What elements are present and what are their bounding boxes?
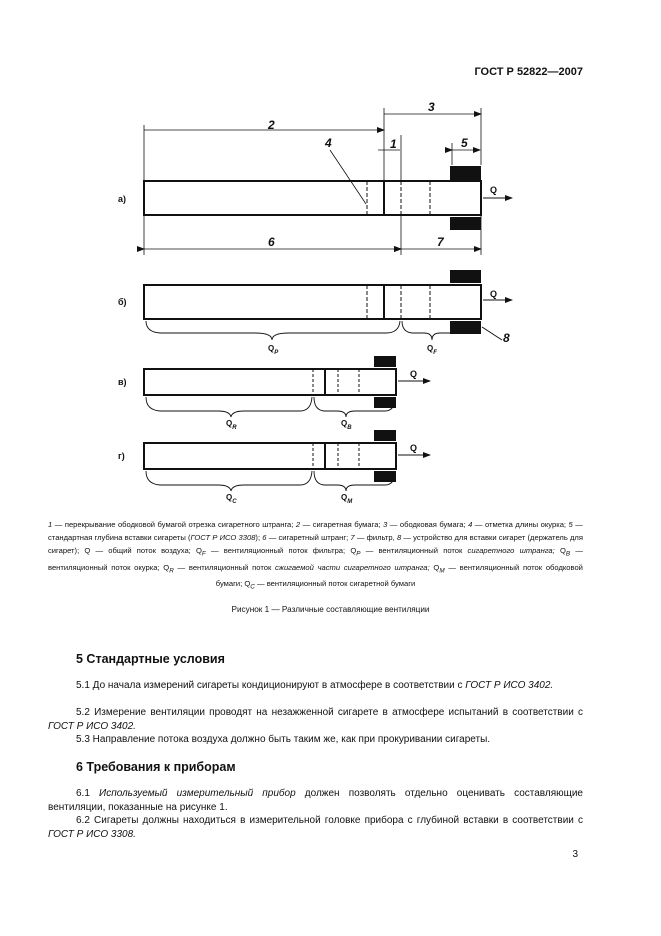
holder-block: [374, 471, 396, 482]
label-qf: $Q_F$: [427, 344, 437, 356]
label-1: 1: [390, 137, 397, 151]
holder-block: [374, 430, 396, 441]
label-6: 6: [268, 235, 275, 249]
document-code: ГОСТ Р 52822—2007: [474, 66, 583, 78]
flow-label-q: Q: [410, 443, 418, 453]
holder-block: [450, 321, 481, 334]
section-6-title: 6 Требования к приборам: [76, 760, 236, 774]
cigarette-c: [144, 369, 396, 395]
figure-caption: Рисунок 1 — Различные составляющие вентиляции: [231, 605, 430, 614]
leader-line-4: [330, 150, 366, 204]
leader-line-8: [482, 327, 502, 340]
brace-qr: [146, 397, 312, 417]
flow-label-q: Q: [490, 185, 498, 195]
brace-qc: [146, 471, 312, 491]
label-4: 4: [325, 136, 332, 150]
holder-block: [450, 166, 481, 180]
panel-label-d: г): [118, 451, 125, 461]
paragraph-5-2: 5.2 Измерение вентиляции проводят на незажженной сигарете в атмосфере испытаний в соответствии с ГОСТ Р ИСО 3402.: [48, 707, 583, 732]
holder-block: [450, 270, 481, 283]
holder-block: [374, 356, 396, 367]
holder-block: [450, 217, 481, 230]
cigarette-a: [144, 181, 481, 215]
section-5-title: 5 Стандартные условия: [76, 652, 225, 666]
cigarette-b: [144, 285, 481, 319]
paragraph-5-1: 5.1 До начала измерений сигареты кондиционируют в атмосфере в соответствии с ГОСТ Р ИСО 3402.: [76, 680, 554, 691]
label-7: 7: [437, 235, 444, 249]
label-qm: $Q_M$: [341, 493, 353, 505]
page-number: 3: [572, 849, 578, 860]
cigarette-d: [144, 443, 396, 469]
label-qb: $Q_B$: [341, 419, 352, 431]
holder-block: [374, 397, 396, 408]
paragraph-5-3: 5.3 Направление потока воздуха должно быть таким же, как при прокуривании сигареты.: [76, 734, 491, 745]
label-2: 2: [268, 118, 275, 132]
paragraph-6-1: 6.1 Используемый измерительный прибор должен позволять отдельно оценивать составляющие вентиляции, показанные на рисунке 1.: [48, 788, 583, 813]
label-5: 5: [461, 136, 468, 150]
paragraph-6-2: 6.2 Сигареты должны находиться в измерительной головке прибора с глубиной вставки в соответствии с ГОСТ Р ИСО 3308.: [48, 815, 583, 840]
panel-label-c: в): [118, 377, 127, 387]
label-qc: $Q_C$: [226, 493, 237, 505]
figure-legend: 1 — перекрывание ободковой бумагой отрезка сигаретного штранга; 2 — сигаретная бумага; 3 — ободковая бумага; 4 — отметка длины окурка; 5 — стандартная глубина вставки сигареты (ГОСТ Р ИСО 3308); 6 — сигаретный штранг; 7 — фильтр, 8 — устройство для вставки сигарет (держатель для сигарет); Q — общий поток воздуха; $Q_F$ — вентиляционный поток фильтра; $Q_P$ — вентиляционный поток сигаретного штранга; $Q_B$ — вентиляционный поток окурка; $Q_R$ — вентиляционный поток сжигаемой части сигаретного штранга; $Q_M$ — вентиляционный поток ободковой бумаги; $Q_C$ — вентиляционный поток сигаретной бумаги: [48, 520, 583, 591]
label-3: 3: [428, 100, 435, 114]
label-8: 8: [503, 331, 510, 345]
panel-label-a: а): [118, 194, 127, 204]
label-qp: $Q_P$: [268, 344, 279, 356]
brace-qp: [146, 321, 400, 340]
flow-label-q: Q: [410, 369, 418, 379]
label-qr: $Q_R$: [226, 419, 237, 431]
panel-label-b: б): [118, 297, 127, 307]
flow-label-q: Q: [490, 289, 498, 299]
